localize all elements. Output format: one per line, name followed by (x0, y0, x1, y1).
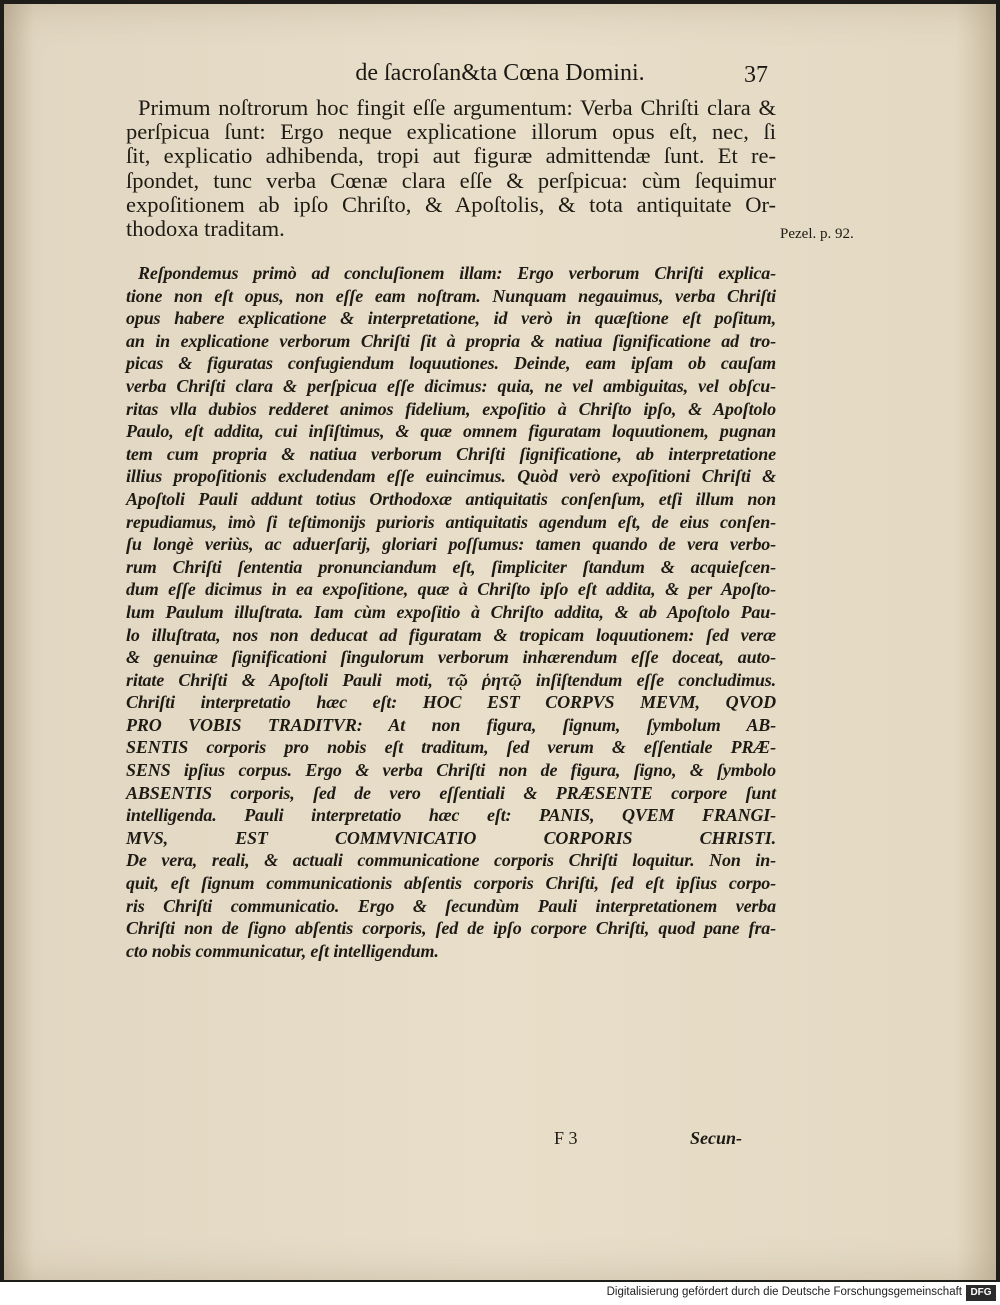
running-header (4, 60, 996, 87)
dfg-logo-icon: DFG (966, 1285, 996, 1301)
text-line: dum eſſe dicimus in ea expoſitione, quæ à Chriſto ipſo eſt addita, & per Apoſto- (126, 579, 776, 600)
text-line: rum Chriſti ſententia pronunciandum eſt, ſimpliciter ſtandum & acquieſcen- (126, 556, 776, 577)
text-line: SENS ipſius corpus. Ergo & verba Chriſti non de figura, ſigno, & ſymbolo (126, 760, 776, 781)
paragraph-2 (126, 262, 776, 962)
text-line: perſpicua ſunt: Ergo neque explicatione illorum opus eſt, nec, ſi (126, 119, 776, 145)
text-line: ritas vlla dubios redderet animos fidelium, expoſitio à Chriſto ipſo, & Apoſtolo (126, 398, 776, 419)
text-line: Paulo, eſt addita, cui inſiſtimus, & quæ omnem figuratam loquutionem, pugnan (126, 421, 776, 442)
text-line: expoſitionem ab ipſo Chriſto, & Apoſtolis, & tota antiquitate Or- (126, 191, 776, 217)
text-line: Chriſti non de ſigno abſentis corporis, ſed de ipſo corpore Chriſti, quod pane fra- (126, 918, 776, 939)
text-line: ABSENTIS corporis, ſed de vero eſſentiali & PRÆSENTE corpore ſunt (126, 782, 776, 803)
text-line: & genuinæ ſignificationi ſingulorum verborum inhærendum eſſe doceat, auto- (126, 647, 776, 668)
text-line: MVS, EST COMMVNICATIO CORPORIS CHRISTI. (126, 827, 776, 848)
funding-credit: Digitalisierung gefördert durch die Deutsche Forschungsgemeinschaft (606, 1286, 962, 1298)
text-line: ſu longè veriùs, ac aduerſarij, gloriari poſſumus: tamen quando de vera verbo- (126, 534, 776, 555)
page-number: 37 (744, 62, 768, 88)
text-line: picas & figuratas confugiendum loquutiones. Deinde, eam ipſam ob cauſam (126, 353, 776, 374)
text-line: thodoxa traditam. (126, 215, 285, 241)
signature-mark: F 3 (554, 1128, 578, 1148)
text-line: Chriſti interpretatio hæc eſt: HOC EST CORPVS MEVM, QVOD (126, 692, 776, 713)
paragraph-1 (126, 96, 776, 241)
text-line: repudiamus, imò ſi teſtimonijs purioris antiquitatis agendum eſt, de eius conſen- (126, 511, 776, 532)
text-line: cto nobis communicatur, eſt intelligendum. (126, 940, 439, 961)
text-line: verba Chriſti clara & perſpicua eſſe dicimus: quia, ne vel ambiguitas, vel obſcu- (126, 375, 776, 396)
book-page (4, 4, 996, 1280)
text-line: quit, eſt ſignum communicationis abſentis corporis Chriſti, ſed eſt ipſius corpo- (126, 873, 776, 894)
text-line: Apoſtoli Pauli addunt totius Orthodoxæ antiquitatis conſenſum, etſi illum non (126, 488, 776, 509)
text-line: intelligenda. Pauli interpretatio hæc eſt: PANIS, QVEM FRANGI- (126, 805, 776, 826)
text-line: De vera, reali, & actuali communicatione corporis Chriſti loquitur. Non in- (126, 850, 776, 871)
text-line: tione non eſt opus, non eſſe eam noſtram. Nunquam negauimus, verba Chriſti (126, 285, 776, 306)
text-line: lo illuſtrata, nos non deducat ad figuratam & tropicam loquutionem: ſed veræ (126, 624, 776, 645)
text-line: ris Chriſti communicatio. Ergo & ſecundùm Pauli interpretationem verba (126, 895, 776, 916)
text-line: PRO VOBIS TRADITVR: At non figura, ſignum, ſymbolum AB- (126, 714, 776, 735)
catchword: Secun- (690, 1128, 743, 1148)
text-line: ſit, explicatio adhibenda, tropi aut figuræ admittendæ ſunt. Et re- (126, 143, 776, 169)
text-line: ritate Chriſti & Apoſtoli Pauli moti, τῷ ῥητῷ inſiſtendum eſſe concludimus. (126, 669, 776, 690)
text-line: illius propoſitionis excludendam eſſe euincimus. Quòd verò expoſitioni Chriſti & (126, 466, 776, 487)
page-footer (4, 1128, 996, 1152)
header-title: de ſacroſan&ta Cœna Domini. (355, 60, 645, 86)
margin-note: Pezel. p. 92. (780, 226, 854, 242)
text-line: Primum noſtrorum hoc fingit eſſe argumentum: Verba Chriſti clara & (138, 95, 776, 120)
text-line: opus habere explicatione & interpretatione, id verò in quæſtione eſt poſitum, (126, 308, 776, 329)
text-line: Reſpondemus primò ad concluſionem illam: Ergo verborum Chriſti explica- (138, 263, 776, 283)
status-bar (0, 1282, 1000, 1305)
text-line: tem cum propria & natiua verborum Chriſti ſignificatione, ab interpretatione (126, 443, 776, 464)
text-line: SENTIS corporis pro nobis eſt traditum, ſed verum & eſſentiale PRÆ- (126, 737, 776, 758)
text-line: lum Paulum illuſtrata. Iam cùm expoſitio à Chriſto addita, & ab Apoſtolo Pau- (126, 601, 776, 622)
text-line: an in explicatione verborum Chriſti ſit à propria & natiua ſignificatione ad tro- (126, 330, 776, 351)
text-line: ſpondet, tunc verba Cœnæ clara eſſe & perſpicua: cùm ſequimur (126, 167, 776, 193)
